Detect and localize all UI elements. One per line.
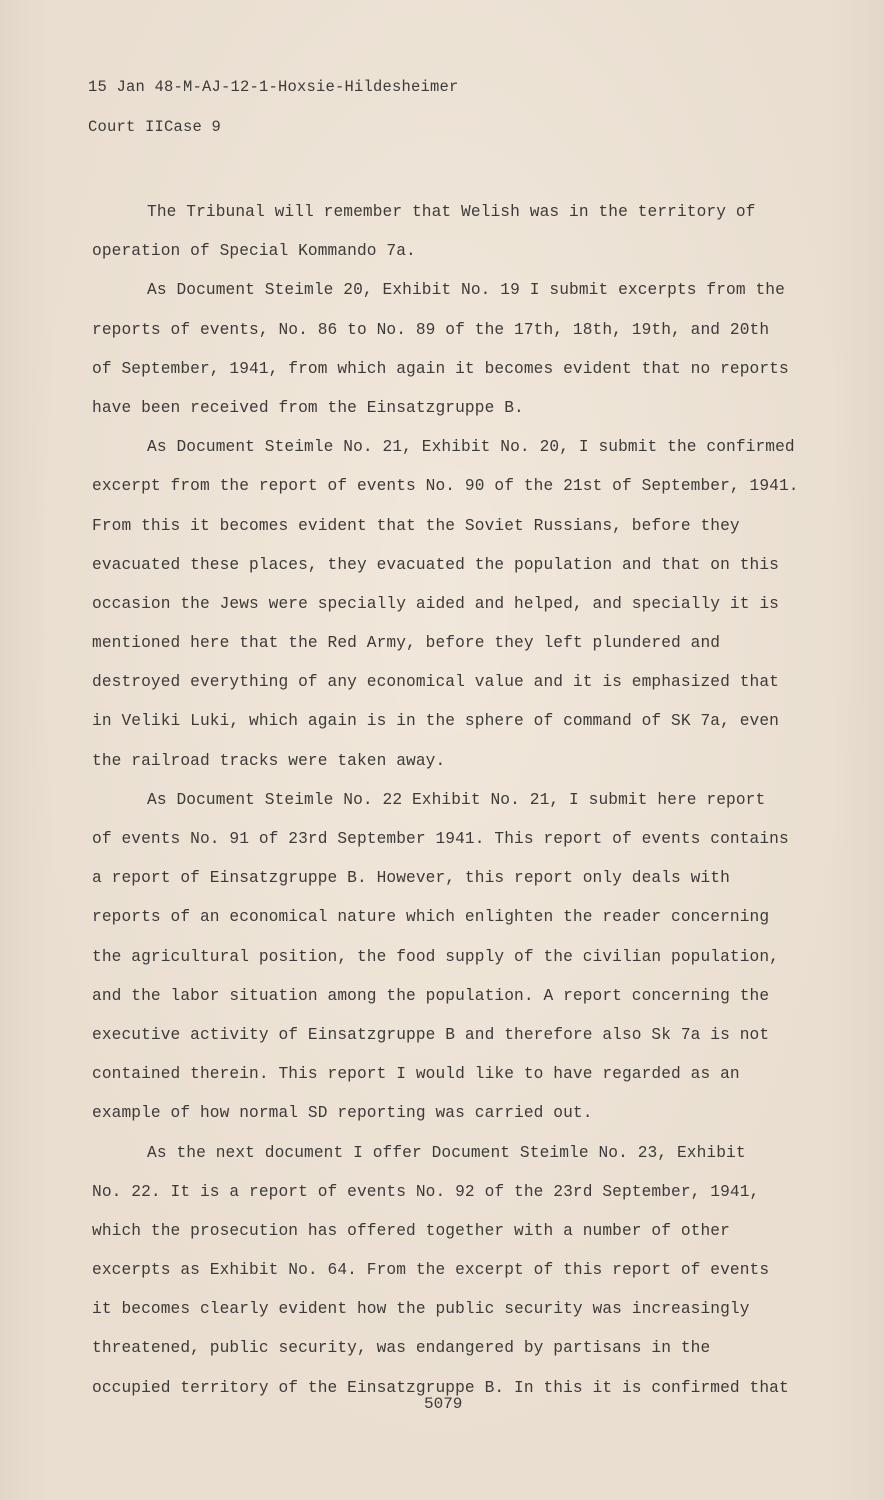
- text-line: As Document Steimle No. 21, Exhibit No. 20, I submit the confirmed: [147, 438, 795, 457]
- text-line: excerpt from the report of events No. 90 of the 21st of September, 1941.: [92, 477, 799, 496]
- header-court-case: Court IICase 9: [88, 118, 222, 136]
- text-line: in Veliki Luki, which again is in the sphere of command of SK 7a, even: [92, 712, 779, 731]
- text-line: of events No. 91 of 23rd September 1941. This report of events contains: [92, 830, 789, 848]
- text-line: example of how normal SD reporting was carried out.: [92, 1104, 593, 1123]
- text-line: destroyed everything of any economical value and it is emphasized that: [92, 673, 779, 692]
- text-line: contained therein. This report I would like to have regarded as an: [92, 1065, 740, 1084]
- text-line: have been received from the Einsatzgruppe B.: [92, 398, 524, 417]
- text-line: occasion the Jews were specially aided and helped, and specially it is: [92, 594, 779, 613]
- page-number: 5079: [424, 1395, 463, 1413]
- text-line: As the next document I offer Document Steimle No. 23, Exhibit: [147, 1143, 746, 1162]
- text-line: reports of an economical nature which enlighten the reader concerning: [92, 908, 770, 927]
- text-line: occupied territory of the Einsatzgruppe B. In this it is confirmed that: [92, 1378, 789, 1397]
- text-line: mentioned here that the Red Army, before they left plundered and: [92, 634, 721, 653]
- text-line: From this it becomes evident that the Soviet Russians, before they: [92, 516, 740, 535]
- text-line: a report of Einsatzgruppe B. However, this report only deals with: [92, 869, 730, 888]
- transcript-body: [92, 193, 804, 1408]
- text-line: the agricultural position, the food supply of the civilian population,: [92, 947, 779, 966]
- text-line: As Document Steimle 20, Exhibit No. 19 I submit excerpts from the: [147, 281, 785, 300]
- text-line: of September, 1941, from which again it becomes evident that no reports: [92, 359, 789, 378]
- text-line: it becomes clearly evident how the public security was increasingly: [92, 1300, 750, 1319]
- text-line: reports of events, No. 86 to No. 89 of the 17th, 18th, 19th, and 20th: [92, 320, 770, 339]
- text-line: executive activity of Einsatzgruppe B and therefore also Sk 7a is not: [92, 1025, 770, 1044]
- text-line: operation of Special Kommando 7a.: [92, 242, 416, 261]
- text-line: The Tribunal will remember that Welish was in the territory of: [147, 203, 756, 221]
- header-reference-line: 15 Jan 48-M-AJ-12-1-Hoxsie-Hildesheimer: [88, 78, 459, 96]
- text-line: No. 22. It is a report of events No. 92 of the 23rd September, 1941,: [92, 1182, 760, 1201]
- text-line: As Document Steimle No. 22 Exhibit No. 21, I submit here report: [147, 790, 766, 809]
- text-line: evacuated these places, they evacuated the population and that on this: [92, 555, 779, 574]
- text-line: and the labor situation among the population. A report concerning the: [92, 986, 770, 1005]
- text-line: threatened, public security, was endangered by partisans in the: [92, 1339, 711, 1358]
- text-line: which the prosecution has offered together with a number of other: [92, 1221, 730, 1240]
- text-line: excerpts as Exhibit No. 64. From the excerpt of this report of events: [92, 1261, 770, 1280]
- text-line: the railroad tracks were taken away.: [92, 751, 446, 770]
